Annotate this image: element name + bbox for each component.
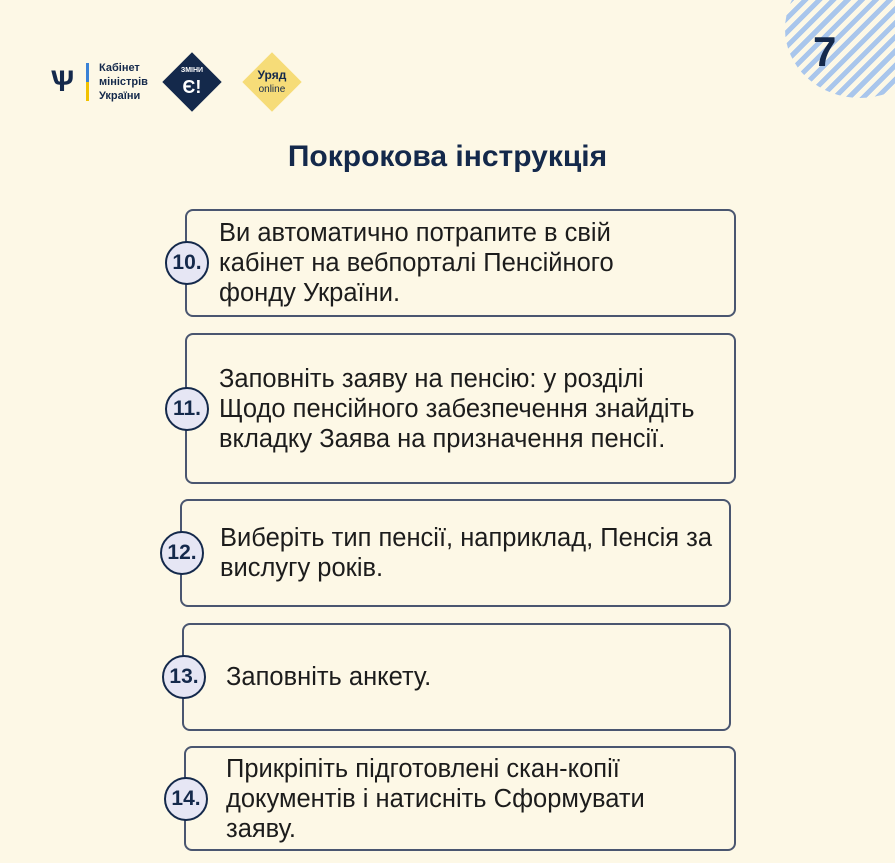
flag-divider xyxy=(86,63,89,101)
uryad-online-logo xyxy=(242,52,302,112)
step-card xyxy=(167,499,731,607)
step-card xyxy=(172,209,736,317)
step-card xyxy=(172,333,736,484)
step-text: Виберіть тип пенсії, наприклад, Пенсія за вислугу років. xyxy=(220,524,713,582)
zminy-big-text: Є! xyxy=(182,77,202,97)
page-title: Покрокова інструкція xyxy=(287,140,608,173)
step-number: 13. xyxy=(162,655,206,699)
uryad-text: Уряд xyxy=(257,68,287,82)
step-text: Заповніть заяву на пенсію: у розділі Щодо пенсійного забезпечення знайдіть вкладку Заява на призначення пенсії. xyxy=(219,364,695,453)
kmu-line: України xyxy=(99,90,141,102)
corner-decoration xyxy=(785,0,895,98)
zminy-logo xyxy=(162,52,222,112)
step-number: 11. xyxy=(165,387,209,431)
kmu-logo xyxy=(99,61,148,103)
page-number: 7 xyxy=(813,28,837,75)
logos xyxy=(48,52,302,112)
step-number: 10. xyxy=(165,241,209,285)
step-card xyxy=(171,746,736,851)
step-number: 14. xyxy=(164,777,208,821)
step-text: Прикріпіть підготовлені скан-копії документів і натисніть Сформувати заяву. xyxy=(226,754,645,843)
step-text: Заповніть анкету. xyxy=(226,663,432,691)
trident-icon: Ѱ xyxy=(49,65,75,98)
step-number: 12. xyxy=(160,531,204,575)
step-text: Ви автоматично потрапите в свій кабінет на вебпорталі Пенсійного фонду України. xyxy=(219,219,614,307)
zminy-text: ЗМІНИ xyxy=(180,67,204,74)
kmu-line: міністрів xyxy=(99,76,148,88)
kmu-line: Кабінет xyxy=(99,62,140,74)
step-card xyxy=(169,623,731,731)
online-text: online xyxy=(258,84,286,95)
